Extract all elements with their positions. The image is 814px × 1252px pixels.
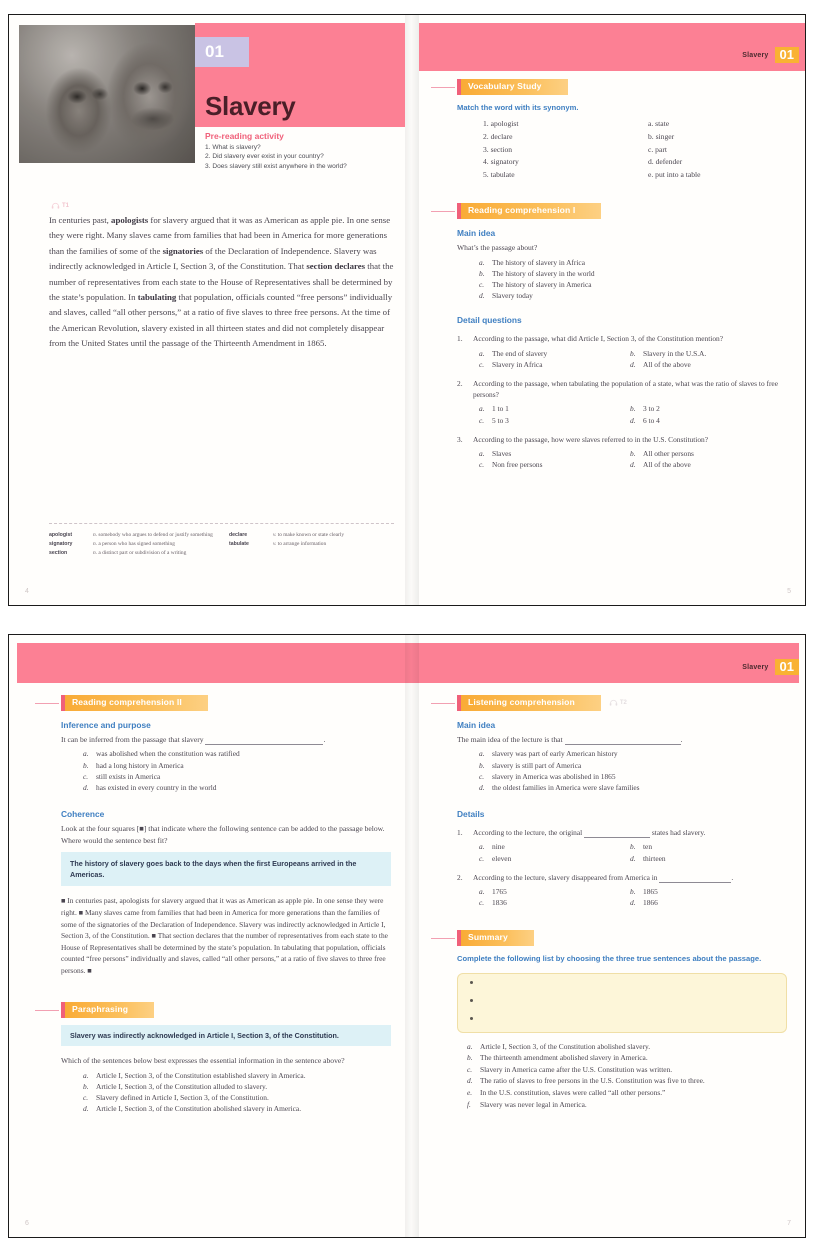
glossary-definition [273, 540, 326, 548]
glossary-def-text: to arrange information [277, 541, 327, 548]
option-row[interactable] [622, 853, 787, 864]
glossary-entry [49, 531, 219, 539]
vocabulary-word[interactable]: 1. apologist [483, 119, 519, 129]
option-row[interactable] [457, 853, 622, 864]
spacer [457, 181, 787, 203]
option-letter: b. [630, 348, 636, 358]
option-text: 1865 [643, 886, 658, 896]
option-text: Non free persons [492, 460, 543, 470]
section-header-summary [457, 930, 787, 946]
summary-options [457, 1041, 787, 1111]
option-row[interactable] [457, 782, 787, 793]
summary-answer-box[interactable] [457, 973, 787, 1033]
option-row[interactable] [622, 415, 787, 426]
spread-header-band [17, 643, 799, 683]
question-number: 2. [457, 379, 463, 389]
answer-blank[interactable] [659, 882, 731, 883]
option-letter: b. [630, 404, 636, 414]
glossary-pos: v. [273, 541, 277, 548]
running-head-unit-badge: 01 [775, 659, 799, 675]
main-idea-prompt: What’s the passage about? [457, 243, 538, 253]
section-title: Reading comprehension II [61, 695, 208, 711]
question-number: 2. [457, 872, 463, 882]
vocabulary-word[interactable]: 2. declare [483, 131, 513, 141]
option-row[interactable] [457, 459, 622, 470]
question-text-before: According to the lecture, the original [473, 828, 583, 838]
running-head-page7 [742, 659, 799, 675]
prereading-item: 3. Does slavery still exist anywhere in the world? [205, 162, 347, 170]
section-header-vocabulary [457, 79, 787, 95]
passage-keyword: apologists [111, 215, 149, 225]
vocabulary-match [457, 118, 787, 181]
option-text: Article I, Section 3, of the Constitution alluded to slavery. [96, 1082, 268, 1092]
option-row[interactable] [457, 771, 787, 782]
vocabulary-word[interactable]: 4. signatory [483, 157, 519, 167]
coherence-prompt: Look at the four squares [■] that indicate where the following sentence can be added to the passage below. Where would the sentence best fit? [61, 824, 385, 845]
option-text: 1866 [643, 898, 658, 908]
paraphrasing-options [61, 1070, 391, 1115]
option-letter: a. [479, 886, 485, 896]
coherence-sentence-box: The history of slavery goes back to the days when the first Europeans arrived in the Americas. [61, 852, 391, 886]
option-text: The end of slavery [492, 348, 548, 358]
option-text: 3 to 2 [643, 404, 660, 414]
option-row[interactable] [622, 886, 787, 897]
option-row[interactable] [457, 1041, 787, 1053]
option-row[interactable] [457, 290, 787, 301]
page7-content [457, 695, 787, 1110]
headphone-icon [609, 698, 618, 707]
option-row[interactable] [622, 841, 787, 852]
section-title: Summary [457, 930, 534, 946]
listening-question [457, 827, 787, 838]
detail-question-options [457, 448, 787, 470]
option-row[interactable] [622, 897, 787, 908]
option-text: slavery was part of early American history [492, 749, 618, 759]
option-text: was abolished when the constitution was ratified [96, 749, 240, 759]
section-leader-line [431, 938, 455, 939]
option-row[interactable] [61, 748, 391, 759]
option-row[interactable] [61, 1103, 391, 1114]
option-row[interactable] [622, 403, 787, 414]
running-head-unit-badge: 01 [775, 47, 799, 63]
spacer [61, 976, 391, 1002]
page-number-5: 5 [787, 588, 791, 595]
glossary-def-text: somebody who argues to defend or justify something [98, 532, 213, 538]
option-letter: b. [479, 268, 485, 278]
option-letter: a. [479, 842, 485, 852]
option-text: The ratio of slaves to free persons in the U.S. Constitution was five to three. [480, 1076, 705, 1086]
option-row[interactable] [622, 459, 787, 470]
glossary-pos: n. [93, 532, 98, 538]
option-letter: c. [479, 771, 485, 781]
question-text-before: According to the lecture, slavery disappeared from America in [473, 872, 658, 882]
option-row[interactable] [457, 748, 787, 759]
glossary-def-text: a person who has signed something [98, 541, 175, 548]
section-leader-line [35, 703, 59, 704]
option-row[interactable] [457, 1052, 787, 1064]
running-head-title: Slavery [742, 51, 769, 59]
inference-options [61, 748, 391, 793]
glossary-definition [93, 549, 186, 557]
option-letter: a. [467, 1041, 473, 1051]
unit-title: Slavery [205, 91, 296, 121]
option-letter: c. [479, 415, 485, 425]
vocabulary-synonyms [622, 118, 787, 181]
option-row[interactable] [61, 1081, 391, 1092]
option-text: 6 to 4 [643, 415, 660, 425]
section-title: Reading comprehension I [457, 203, 601, 219]
running-head-page5 [742, 47, 799, 63]
vocabulary-synonym[interactable]: c. part [648, 144, 667, 154]
glossary-pos: n. [93, 541, 98, 548]
page-spread-6-7 [8, 634, 806, 1238]
option-text: The history of slavery in America [492, 280, 592, 290]
option-row[interactable] [457, 897, 622, 908]
glossary-column-right [229, 531, 399, 559]
option-letter: c. [479, 898, 485, 908]
section-title: Listening comprehension [457, 695, 601, 711]
section-header-listening [457, 695, 787, 711]
option-text: In the U.S. constitution, slaves were called “all other persons.” [480, 1088, 666, 1098]
option-text: slavery is still part of America [492, 760, 582, 770]
listening-audio-cue [609, 698, 627, 707]
option-text: 1 to 1 [492, 404, 509, 414]
option-text: had a long history in America [96, 760, 184, 770]
option-letter: a. [479, 348, 485, 358]
page-spread-4-5 [8, 14, 806, 606]
option-text: The history of slavery in Africa [492, 257, 585, 267]
page5-content [457, 79, 787, 470]
option-row[interactable] [61, 1070, 391, 1081]
option-row[interactable] [457, 1099, 787, 1111]
answer-blank[interactable] [565, 744, 681, 745]
passage-run: that the number of representatives from each state to the House of Representatives shall be determined by the state’s population. In [49, 261, 394, 303]
vocabulary-synonym[interactable]: a. state [648, 119, 670, 129]
glossary-definition [93, 531, 213, 539]
option-text: Slavery defined in Article I, Section 3, of the Constitution. [96, 1093, 269, 1103]
option-letter: c. [479, 853, 485, 863]
option-text: the oldest families in America were slave families [492, 782, 640, 792]
option-text: 5 to 3 [492, 415, 509, 425]
option-letter: b. [467, 1053, 473, 1063]
vocabulary-words [457, 118, 622, 181]
option-row[interactable] [457, 448, 622, 459]
glossary-term: declare [229, 532, 248, 538]
option-row[interactable] [61, 782, 391, 793]
option-letter: c. [467, 1064, 473, 1074]
option-row[interactable] [61, 1092, 391, 1103]
glossary [49, 531, 399, 559]
section-header-reading1 [457, 203, 787, 219]
option-letter: b. [83, 760, 89, 770]
option-row[interactable] [61, 771, 391, 782]
option-row[interactable] [457, 279, 787, 290]
section-title: Paraphrasing [61, 1002, 154, 1018]
option-letter: d. [467, 1076, 473, 1086]
glossary-divider [49, 523, 394, 524]
option-text: The thirteenth amendment abolished slavery in America. [480, 1053, 648, 1063]
option-text: nine [492, 842, 505, 852]
subheading-details: Details [457, 809, 485, 820]
question-text: According to the passage, when tabulating the population of a state, what was the ratio of slaves to free persons? [473, 379, 778, 400]
option-text: Slavery in the U.S.A. [643, 348, 707, 358]
option-letter: c. [479, 359, 485, 369]
glossary-term: apologist [49, 532, 73, 538]
option-row[interactable] [457, 403, 622, 414]
passage-run: In centuries past, [49, 215, 112, 225]
option-row[interactable] [457, 348, 622, 359]
option-row[interactable] [622, 448, 787, 459]
option-letter: d. [630, 460, 636, 470]
glossary-definition [93, 540, 175, 548]
subheading-inference: Inference and purpose [61, 719, 151, 730]
passage-run: for slavery argued that it was as American as apple pie. In one sense they were right. Many slaves came from families that had been in America for more generations than the families of some of the [49, 215, 391, 256]
option-text: Article I, Section 3, of the Constitution abolished slavery. [480, 1041, 651, 1051]
option-text: 1836 [492, 898, 507, 908]
option-letter: c. [479, 280, 485, 290]
section-leader-line [431, 211, 455, 212]
option-text: Slavery was never legal in America. [480, 1099, 587, 1109]
coherence-passage: ■ In centuries past, apologists for slavery argued that it was as American as apple pie. In one sense they were right. ■ Many slaves came from families that had been in America for more generations than the families of some of the signatories of the Declaration of Independence. Slavery was indirectly acknowledged in Article I, Section 3, of the Constitution. ■ That section declares that the number of representatives from each state to the House of Representatives shall be determined by the state’s population. In tabulating that population, officials counted “free persons” individually and slaves, called “all other persons,” at a ratio of five slaves to three free persons. ■ [61, 896, 388, 975]
option-row[interactable] [457, 760, 787, 771]
option-letter: a. [479, 257, 485, 267]
subheading-coherence: Coherence [61, 809, 105, 820]
summary-bullet [470, 999, 473, 1002]
inference-prompt [61, 734, 391, 746]
inference-prompt-period: . [323, 734, 326, 744]
listening-main-idea-options [457, 748, 787, 793]
listening-main-idea-prompt [457, 734, 787, 746]
vocabulary-synonym[interactable]: e. put into a table [648, 169, 701, 179]
option-text: has existed in every country in the world [96, 782, 217, 792]
option-letter: c. [83, 1093, 89, 1103]
section-leader-line [431, 703, 455, 704]
question-number: 1. [457, 334, 463, 344]
section-header-reading2 [61, 695, 391, 711]
unit-number-badge: 01 [195, 37, 249, 67]
section-title: Vocabulary Study [457, 79, 568, 95]
passage-run: that population, officials counted “free persons” individually and slaves, called “all other persons,” at a ratio of five slaves to three free persons. At the time of the American Revolution, slavery existed in all thirteen states and did not completely disappear from the United States until the passage of the Thirteenth Amendment in 1865. [49, 292, 393, 349]
detail-question [457, 333, 787, 344]
unit-cover-photo [19, 25, 195, 163]
answer-blank[interactable] [205, 744, 323, 745]
option-letter: d. [630, 415, 636, 425]
summary-instruction: Complete the following list by choosing the three true sentences about the passage. [457, 954, 762, 964]
glossary-entry [49, 540, 219, 548]
answer-blank[interactable] [584, 837, 650, 838]
page-number-7: 7 [787, 1220, 791, 1227]
glossary-def-text: a distinct part or subdivision of a writing [98, 550, 187, 557]
listening-question-options [457, 841, 787, 863]
option-row[interactable] [457, 1087, 787, 1099]
running-head-title: Slavery [742, 663, 769, 671]
subheading-main-idea: Main idea [457, 228, 496, 239]
paraphrasing-prompt: Which of the sentences below best expresses the essential information in the sentence above? [61, 1056, 345, 1066]
option-letter: d. [630, 359, 636, 369]
option-text: Slavery in Africa [492, 359, 543, 369]
option-text: Slaves [492, 449, 512, 459]
option-text: All of the above [643, 460, 691, 470]
option-row[interactable] [457, 1064, 787, 1076]
option-text: Slavery in America came after the U.S. Constitution was written. [480, 1064, 673, 1074]
option-letter: a. [83, 749, 89, 759]
glossary-def-text: to make known or state clearly [277, 532, 345, 538]
option-text: ten [643, 842, 653, 852]
listening-question-options [457, 886, 787, 908]
option-letter: d. [479, 782, 485, 792]
section-header-paraphrasing [61, 1002, 391, 1018]
option-row[interactable] [61, 760, 391, 771]
passage-run: of the Declaration of Independence. Slavery was indirectly acknowledged in Article I, Section 3, of the Constitution. That [49, 245, 377, 272]
prereading-questions [205, 143, 347, 171]
reading-passage [49, 213, 394, 352]
glossary-term: tabulate [229, 541, 249, 548]
option-letter: a. [479, 404, 485, 414]
option-text: still exists in America [96, 771, 161, 781]
option-letter: b. [630, 449, 636, 459]
paraphrasing-sentence-box: Slavery was indirectly acknowledged in Article I, Section 3, of the Constitution. [61, 1025, 391, 1046]
glossary-pos: v. [273, 532, 277, 538]
glossary-term: section [49, 550, 68, 557]
prereading-heading: Pre-reading activity [205, 131, 284, 141]
question-number: 1. [457, 828, 463, 838]
prompt-period: . [680, 734, 683, 744]
detail-question-options [457, 403, 787, 425]
option-letter: d. [630, 853, 636, 863]
option-text: thirteen [643, 853, 666, 863]
book-gutter [405, 635, 419, 1237]
glossary-entry [229, 531, 399, 539]
option-row[interactable] [457, 886, 622, 897]
subheading-detail-questions: Detail questions [457, 315, 522, 326]
option-text: Article I, Section 3, of the Constitution abolished slavery in America. [96, 1104, 302, 1114]
vocabulary-instruction: Match the word with its synonym. [457, 102, 579, 112]
inference-prompt-text: It can be inferred from the passage that slavery [61, 734, 204, 744]
option-text: Article I, Section 3, of the Constitution established slavery in America. [96, 1070, 306, 1080]
passage-keyword: section declares [306, 261, 366, 272]
listening-question [457, 872, 787, 883]
page-number-6: 6 [25, 1220, 29, 1227]
option-text: 1765 [492, 886, 507, 896]
passage-keyword: tabulating [137, 292, 177, 303]
section-leader-line [431, 87, 455, 88]
option-letter: d. [479, 291, 485, 301]
audio-track-label: T2 [619, 699, 627, 706]
option-letter: f. [467, 1099, 471, 1109]
question-text: According to the passage, how were slaves referred to in the U.S. Constitution? [473, 434, 709, 444]
vocabulary-word[interactable]: 5. tabulate [483, 169, 515, 179]
audio-track-label: T1 [62, 202, 70, 209]
option-text: eleven [492, 853, 512, 863]
vocabulary-synonym[interactable]: b. singer [648, 131, 675, 141]
option-letter: b. [83, 1082, 89, 1092]
glossary-entry [229, 540, 399, 548]
option-row[interactable] [457, 257, 787, 268]
option-letter: b. [479, 760, 485, 770]
detail-question [457, 378, 787, 400]
option-letter: a. [479, 749, 485, 759]
option-row[interactable] [457, 841, 622, 852]
option-row[interactable] [457, 1075, 787, 1087]
option-letter: e. [467, 1088, 473, 1098]
option-letter: d. [630, 898, 636, 908]
option-row[interactable] [622, 359, 787, 370]
glossary-term: signatory [49, 541, 73, 548]
detail-question [457, 434, 787, 445]
question-text [473, 872, 787, 883]
glossary-entry [49, 549, 219, 557]
summary-bullet [470, 981, 473, 984]
prompt-text: The main idea of the lecture is that [457, 734, 563, 744]
option-letter: b. [630, 886, 636, 896]
option-letter: a. [83, 1070, 89, 1080]
section-leader-line [35, 1010, 59, 1011]
subheading-main-idea: Main idea [457, 719, 496, 730]
question-text: According to the passage, what did Article I, Section 3, of the Constitution mention? [473, 334, 723, 344]
book-gutter [405, 15, 419, 605]
option-letter: c. [83, 771, 89, 781]
option-text: All of the above [643, 359, 691, 369]
question-text-after: . [731, 872, 734, 882]
option-letter: b. [630, 842, 636, 852]
option-text: The history of slavery in the world [492, 268, 595, 278]
vocabulary-word[interactable]: 3. section [483, 144, 513, 154]
headphone-icon [51, 201, 60, 210]
option-letter: d. [83, 1104, 89, 1114]
spacer [457, 908, 787, 930]
vocabulary-synonym[interactable]: d. defender [648, 157, 683, 167]
prereading-item: 1. What is slavery? [205, 144, 261, 151]
option-row[interactable] [622, 348, 787, 359]
option-letter: c. [479, 460, 485, 470]
glossary-column-left [49, 531, 219, 559]
option-row[interactable] [457, 268, 787, 279]
main-idea-options [457, 257, 787, 302]
option-row[interactable] [457, 415, 622, 426]
passage-keyword: signatories [162, 245, 204, 256]
detail-question-options [457, 348, 787, 370]
question-text-after: states had slavery. [651, 828, 706, 838]
option-text: Slavery today [492, 291, 533, 301]
glossary-definition [273, 531, 344, 539]
option-text: slavery in America was abolished in 1865 [492, 771, 616, 781]
question-text [473, 827, 787, 838]
option-letter: d. [83, 782, 89, 792]
page-number-4: 4 [25, 588, 29, 595]
option-letter: a. [479, 449, 485, 459]
option-text: All other persons [643, 449, 694, 459]
question-number: 3. [457, 434, 463, 444]
option-row[interactable] [457, 359, 622, 370]
summary-bullet [470, 1017, 473, 1020]
page6-content [61, 695, 391, 1115]
prereading-item: 2. Did slavery ever exist in your country? [205, 153, 324, 161]
glossary-pos: n. [93, 550, 98, 557]
